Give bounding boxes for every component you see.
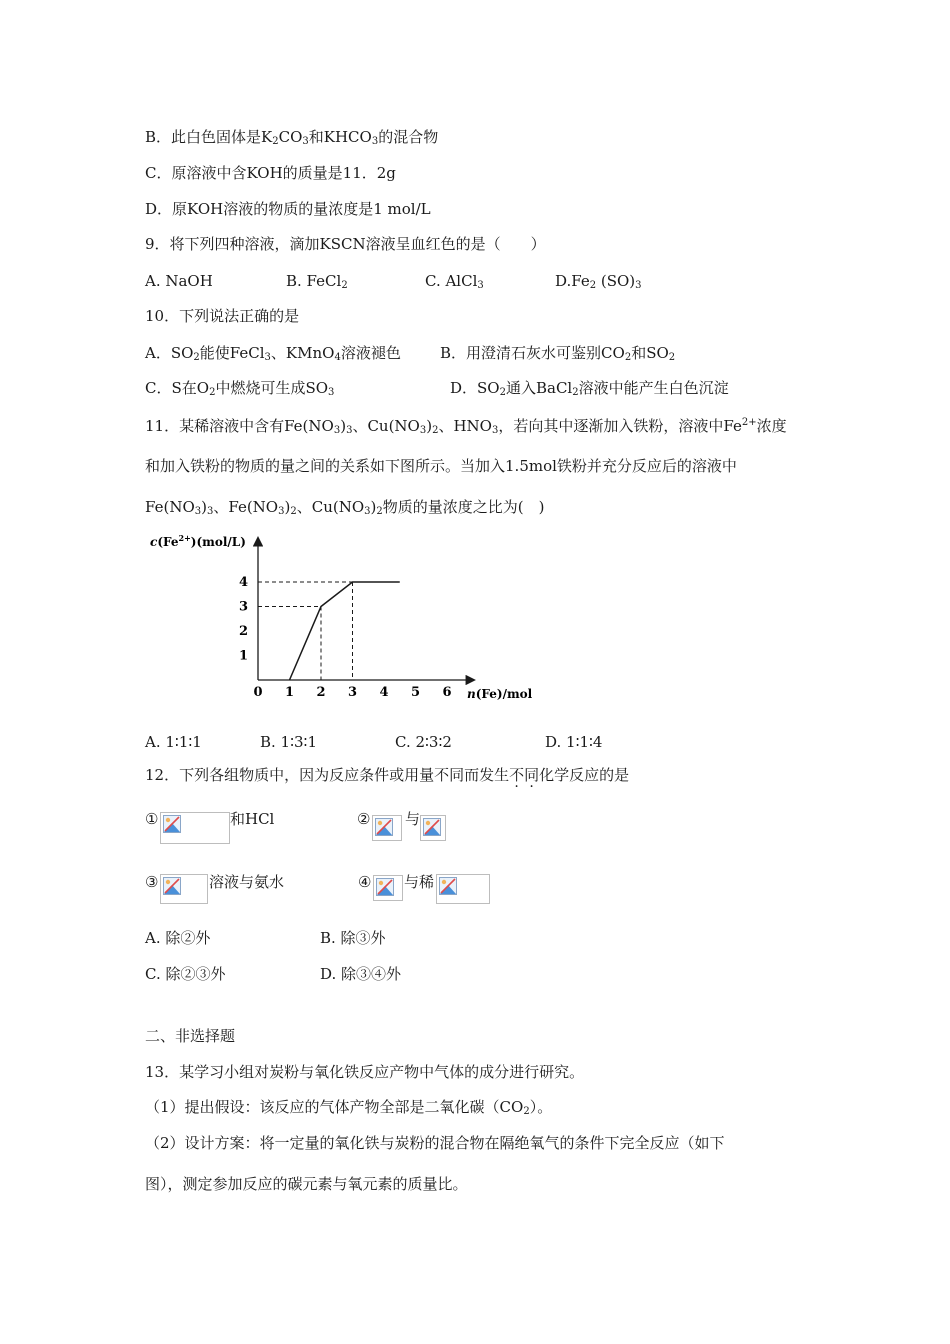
- q11-option-c: C. 2∶3∶2: [395, 733, 452, 751]
- broken-image-placeholder: [373, 875, 403, 901]
- y-tick-label: 2: [238, 624, 248, 639]
- broken-image-icon: [163, 815, 181, 833]
- x-tick-label: 5: [410, 685, 421, 700]
- broken-image-placeholder: [420, 815, 446, 841]
- question-9: 9．将下列四种溶液，滴加KSCN溶液呈血红色的是（ ）: [145, 235, 546, 253]
- group-4-text: 与稀: [404, 873, 435, 891]
- question-10: 10．下列说法正确的是: [145, 307, 300, 325]
- group-1-number: ①: [145, 810, 159, 828]
- question-13-part-1: （1）提出假设：该反应的气体产物全部是二氧化碳$(CO_2)$。: [145, 1098, 553, 1117]
- y-tick-label: 1: [238, 648, 248, 664]
- q11-option-d: D. 1∶1∶4: [545, 733, 603, 751]
- question-12: 12．下列各组物质中，因为反应条件或用量不同而发生不同化学反应的是: [145, 766, 630, 784]
- q11-option-b: B. 1∶3∶1: [260, 733, 317, 751]
- option-d-text: D．原KOH溶液的物质的量浓度是1 mol/L: [145, 200, 431, 218]
- x-tick-label: 4: [379, 685, 389, 700]
- group-4-number: ④: [358, 873, 372, 891]
- q12-option-d: D. 除③④外: [320, 965, 402, 983]
- broken-image-icon: [375, 818, 393, 836]
- x-tick-label: 1: [284, 685, 295, 700]
- question-13-part-2-line-1: （2）设计方案：将一定量的氧化铁与炭粉的混合物在隔绝氧气的条件下完全反应（如下: [145, 1134, 725, 1152]
- series-line: [290, 582, 400, 680]
- group-1-text: 和HCl: [230, 810, 275, 828]
- emphasis-char: 不: [509, 766, 525, 784]
- broken-image-placeholder: [372, 815, 402, 841]
- y-tick-label: 4: [238, 575, 248, 590]
- q9-option-a: A. NaOH: [145, 272, 213, 290]
- question-11-line-3: $Fe(NO_3)_3$、$Fe(NO_3)_2$、$Cu(NO_3)_2$物质的量浓度之比为( ): [145, 498, 545, 517]
- q12-option-c: C. 除②③外: [145, 965, 226, 983]
- option-c-text: C．原溶液中含KOH的质量是11．2g: [145, 164, 396, 182]
- question-13: 13．某学习小组对炭粉与氧化铁反应产物中气体的成分进行研究。: [145, 1063, 585, 1081]
- q10-option-a: A．$SO_2$能使FeCl$_3$、KMnO$_4$溶液褪色: [145, 344, 401, 363]
- broken-image-icon: [163, 877, 181, 895]
- section-heading: 二、非选择题: [145, 1027, 236, 1045]
- broken-image-icon: [423, 818, 441, 836]
- group-2-number: ②: [357, 810, 371, 828]
- q10-option-c: C．S在$O_2$中燃烧可生成$SO_3$: [145, 379, 335, 398]
- question-11-line-2: 和加入铁粉的物质的量之间的关系如下图所示。当加入1.5mol铁粉并充分反应后的溶液中: [145, 457, 737, 475]
- q9-option-d: $D.Fe_2$ $(SO)_3$: [555, 272, 642, 291]
- question-13-part-2-line-2: 图），测定参加反应的碳元素与氧元素的质量比。: [145, 1175, 468, 1193]
- group-3-text: 溶液与氨水: [209, 873, 285, 891]
- broken-image-icon: [439, 877, 457, 895]
- broken-image-placeholder: [436, 874, 490, 904]
- option-b-text: B．此白色固体是$K_2CO_3$和$KHCO_3$的混合物: [145, 128, 439, 147]
- broken-image-placeholder: [160, 812, 230, 844]
- q10-option-d: D．$SO_2$通入BaCl$_2$溶液中能产生白色沉淀: [450, 379, 729, 398]
- fe2-concentration-chart: [145, 530, 545, 710]
- group-3-number: ③: [145, 873, 159, 891]
- chart-y-axis-label: $c(Fe^{2+})(mol/L)$: [150, 533, 246, 549]
- q9-option-b: B. FeCl$_2$: [286, 272, 348, 291]
- emphasis-char: 同: [524, 766, 540, 784]
- y-tick-label: 3: [238, 599, 248, 615]
- broken-image-icon: [376, 878, 394, 896]
- q10-option-b: B．用澄清石灰水可鉴别$CO_2$和$SO_2$: [440, 344, 676, 363]
- x-tick-label: 3: [347, 685, 358, 700]
- x-tick-label: 2: [316, 685, 326, 700]
- q12-option-a: A. 除②外: [145, 929, 211, 947]
- q12-option-b: B. 除③外: [320, 929, 386, 947]
- question-11-line-1: 11．某稀溶液中含有$Fe(NO_3)_3$、$Cu(NO_3)_2$、$HNO_3$，若向其中逐渐加入铁粉，溶液中$Fe^{2+}$浓度: [145, 417, 787, 436]
- broken-image-placeholder: [160, 874, 208, 904]
- chart-x-axis-label: n(Fe)/mol: [467, 687, 533, 701]
- q11-option-a: A. 1∶1∶1: [145, 733, 202, 751]
- x-tick-label: 0: [253, 685, 263, 700]
- group-2-text: 与: [405, 810, 421, 828]
- q9-option-c: C. AlCl$_3$: [425, 272, 484, 291]
- x-tick-label: 6: [442, 685, 452, 700]
